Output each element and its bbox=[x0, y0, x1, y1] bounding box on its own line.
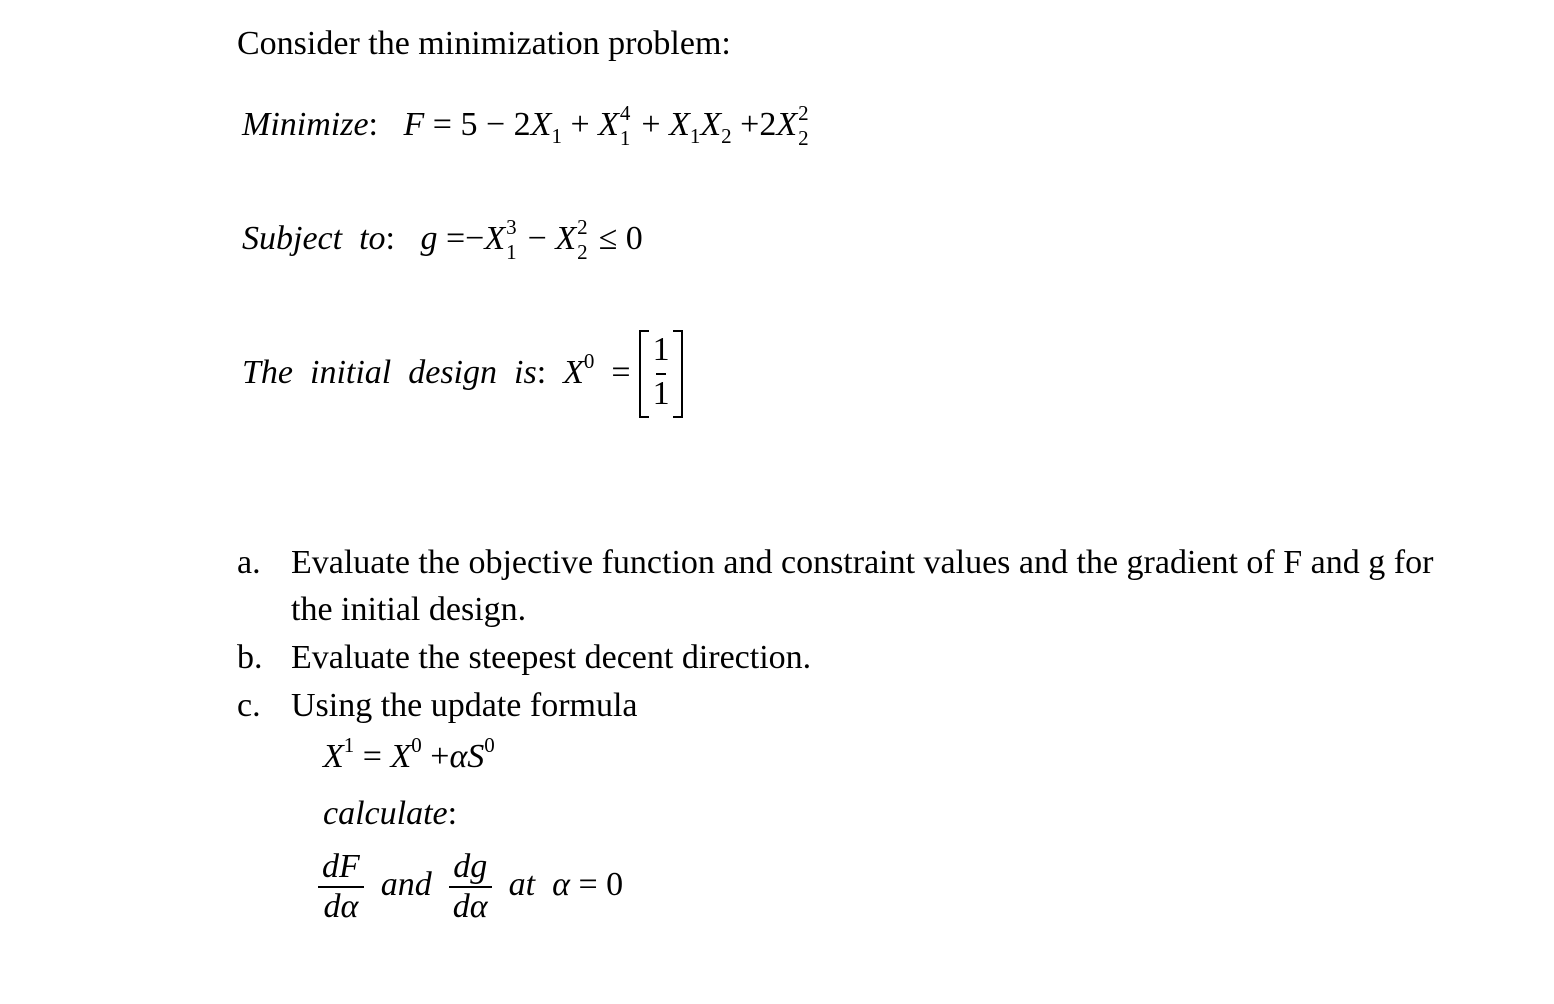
dF-dalpha-fraction: $\frac{dF}{d\alpha}$ bbox=[318, 848, 364, 926]
question-b: b. Evaluate the steepest decent direction. bbox=[237, 639, 812, 676]
constraint-equation: Subject to: g =−X 3 1 − X 2 2 ≤ 0 bbox=[242, 215, 643, 264]
initial-design: The initial design is: $X^0$ = $\frac{1}{1}$ bbox=[242, 330, 683, 420]
question-a: a. Evaluate the objective function and constraint values and the gradient of F and g for bbox=[237, 544, 1434, 581]
objective-equation: Minimize: $F = 5 - 2X_1 + X$ 4 1 + $X_1X_2 +2X$ 2 2 bbox=[242, 101, 809, 150]
dg-dalpha-fraction: $\frac{dg}{d\alpha}$ bbox=[449, 848, 492, 926]
constraint-label: Subject to bbox=[242, 220, 386, 257]
objective-label: Minimize bbox=[242, 106, 369, 143]
calculate-label: calculate: bbox=[323, 795, 458, 832]
objective-lhs: F bbox=[403, 106, 425, 143]
intro-text: Consider the minimization problem: bbox=[237, 25, 731, 62]
question-a-cont: the initial design. bbox=[291, 591, 527, 628]
update-formula: $X^1 = X^0 +\alpha S^0$ bbox=[323, 733, 495, 775]
question-c: c. Using the update formula bbox=[237, 687, 638, 724]
derivatives: $\frac{dF}{d\alpha}$ and $\frac{dg}{d\alpha}$ at α = 0 bbox=[318, 848, 623, 926]
initial-design-vector: $\frac{1}{1}$ bbox=[639, 330, 683, 416]
